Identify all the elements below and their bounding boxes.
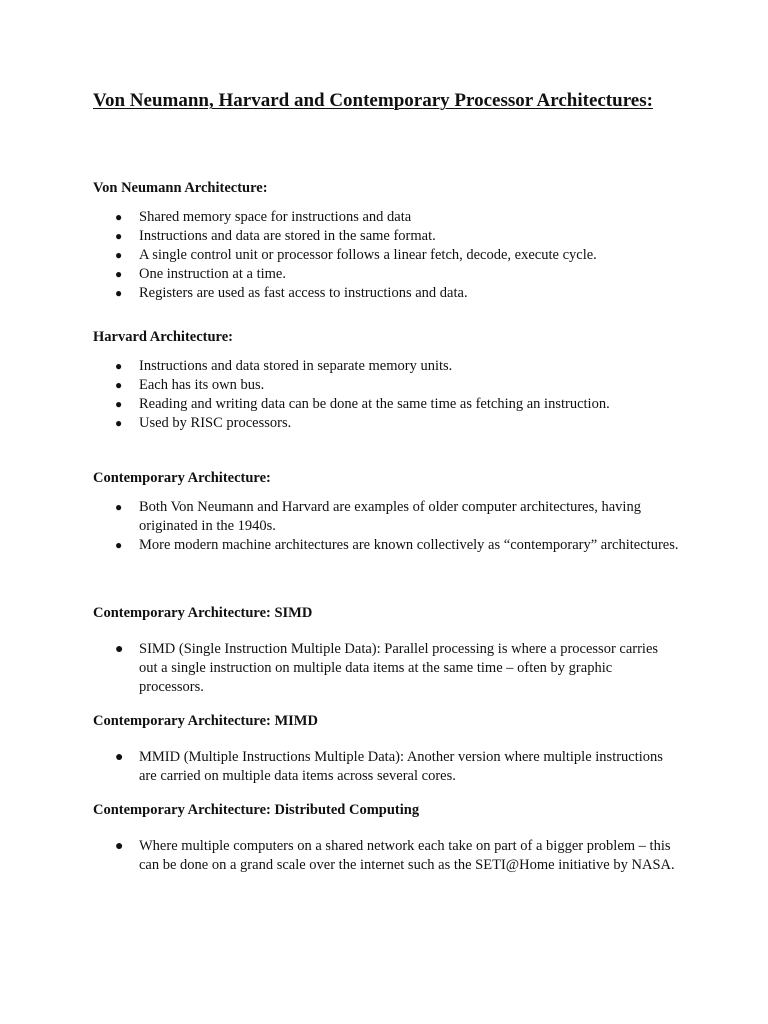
section-distributed-computing [93, 801, 693, 875]
bullet-icon: ● [115, 839, 124, 854]
list-item [93, 246, 679, 265]
bullet-icon: ● [115, 642, 124, 657]
list-item [93, 265, 679, 284]
list-item-text: Registers are used as fast access to instructions and data. [139, 285, 468, 301]
list-item-text: Used by RISC processors. [139, 415, 292, 431]
list-item-text: Instructions and data are stored in the same format. [139, 228, 436, 244]
list-item-text: Each has its own bus. [139, 377, 265, 393]
list-item [93, 640, 679, 697]
bullet-icon: ● [115, 750, 124, 765]
bullet-icon: ● [115, 500, 123, 514]
list-item [93, 357, 679, 376]
bullet-list [93, 640, 693, 697]
section-heading: Von Neumann Architecture: [93, 180, 268, 196]
section-heading: Contemporary Architecture: SIMD [93, 605, 313, 621]
bullet-list [93, 208, 693, 303]
list-item-text: Instructions and data stored in separate memory units. [139, 358, 453, 374]
list-item-text: Both Von Neumann and Harvard are examples of older computer architectures, having originated in the 1940s. [139, 499, 641, 534]
list-item [93, 536, 679, 555]
list-item-text: Where multiple computers on a shared network each take on part of a bigger problem – this can be done on a grand scale over the internet such as the SETI@Home initiative by NASA. [139, 838, 675, 873]
bullet-list [93, 748, 693, 786]
list-item [93, 284, 679, 303]
bullet-list [93, 837, 693, 875]
section-heading: Harvard Architecture: [93, 329, 233, 345]
bullet-icon: ● [115, 267, 123, 281]
bullet-list [93, 498, 693, 555]
bullet-icon: ● [115, 416, 123, 430]
list-item [93, 414, 679, 433]
list-item-text: MMID (Multiple Instructions Multiple Data): Another version where multiple instructions are carried on multiple data items across several cores. [139, 749, 663, 784]
bullet-icon: ● [115, 229, 123, 243]
section-simd [93, 604, 693, 697]
document-title: Von Neumann, Harvard and Contemporary Processor Architectures: [93, 90, 653, 111]
bullet-icon: ● [115, 286, 123, 300]
list-item-text: SIMD (Single Instruction Multiple Data): Parallel processing is where a processor carries out a single instruction on multiple data items at the same time – often by graphic processors. [139, 641, 659, 695]
bullet-list [93, 357, 693, 433]
list-item-text: A single control unit or processor follows a linear fetch, decode, execute cycle. [139, 247, 597, 263]
list-item [93, 376, 679, 395]
section-von-neumann [93, 179, 693, 303]
section-harvard [93, 328, 693, 433]
list-item [93, 227, 679, 246]
bullet-icon: ● [115, 378, 123, 392]
list-item [93, 748, 679, 786]
bullet-icon: ● [115, 248, 123, 262]
list-item-text: One instruction at a time. [139, 266, 286, 282]
section-contemporary [93, 469, 693, 555]
list-item-text: More modern machine architectures are known collectively as “contemporary” architectures. [139, 537, 679, 553]
list-item [93, 395, 679, 414]
section-mimd [93, 712, 693, 786]
bullet-icon: ● [115, 359, 123, 373]
section-heading: Contemporary Architecture: [93, 470, 271, 486]
list-item-text: Reading and writing data can be done at the same time as fetching an instruction. [139, 396, 610, 412]
bullet-icon: ● [115, 210, 123, 224]
section-heading: Contemporary Architecture: Distributed Computing [93, 802, 420, 818]
section-heading: Contemporary Architecture: MIMD [93, 713, 318, 729]
list-item [93, 208, 679, 227]
bullet-icon: ● [115, 397, 123, 411]
bullet-icon: ● [115, 538, 123, 552]
list-item [93, 498, 679, 536]
list-item-text: Shared memory space for instructions and data [139, 209, 412, 225]
list-item [93, 837, 679, 875]
